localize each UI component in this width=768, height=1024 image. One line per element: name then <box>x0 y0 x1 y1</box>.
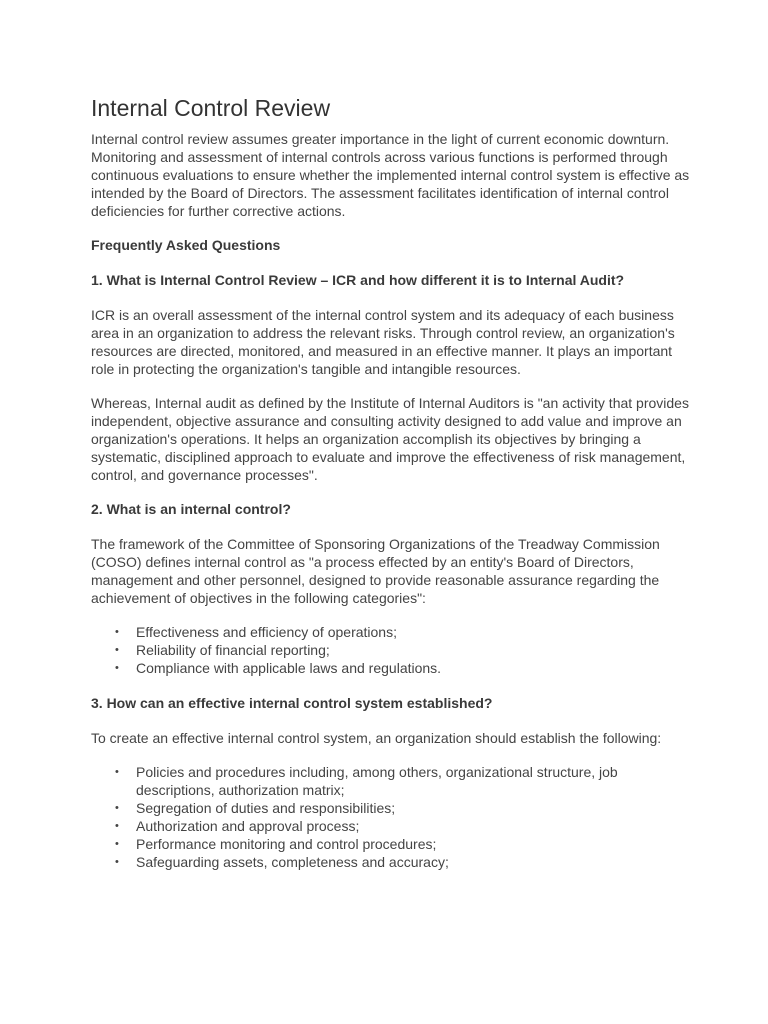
list-item: • Safeguarding assets, completeness and accuracy; <box>136 853 691 871</box>
list-item: • Reliability of financial reporting; <box>136 641 691 659</box>
question-2-paragraph: The framework of the Committee of Sponsoring Organizations of the Treadway Commission (COSO) defines internal control as "a process effected by an entity's Board of Directors, management and other personnel, designed to provide reasonable assurance regarding the achievement of objectives in the following categories": <box>91 536 660 606</box>
list-item: • Segregation of duties and responsibilities; <box>136 799 691 817</box>
faq-heading: Frequently Asked Questions <box>91 237 281 253</box>
question-3-list <box>91 763 691 871</box>
document-body <box>91 94 691 888</box>
list-item: • Performance monitoring and control procedures; <box>136 835 691 853</box>
question-3-heading: 3. How can an effective internal control system established? <box>91 695 493 711</box>
document-title: Internal Control Review <box>91 95 331 121</box>
question-1-paragraph-2: Whereas, Internal audit as defined by the Institute of Internal Auditors is "an activity that provides independent, objective assurance and consulting activity designed to add value and improve an organization's operations. It helps an organization accomplish its objectives by bringing a systematic, disciplined approach to evaluate and improve the effectiveness of risk management, control, and governance processes". <box>91 395 689 483</box>
question-2-list <box>91 623 691 677</box>
question-3-paragraph: To create an effective internal control system, an organization should establish the following: <box>91 730 662 746</box>
question-2-heading: 2. What is an internal control? <box>91 501 291 517</box>
list-item: • Policies and procedures including, among others, organizational structure, job descriptions, authorization matrix; <box>136 763 691 799</box>
question-1-paragraph-1: ICR is an overall assessment of the internal control system and its adequacy of each business area in an organization to address the relevant risks. Through control review, an organization's resources are directed, monitored, and measured in an effective manner. It plays an important role in protecting the organization's tangible and intangible resources. <box>91 307 675 377</box>
list-item: • Compliance with applicable laws and regulations. <box>136 659 691 677</box>
list-item: • Authorization and approval process; <box>136 817 691 835</box>
list-item: • Effectiveness and efficiency of operations; <box>136 623 691 641</box>
question-1-heading: 1. What is Internal Control Review – ICR and how different it is to Internal Audit? <box>91 272 625 288</box>
intro-paragraph: Internal control review assumes greater importance in the light of current economic downturn. Monitoring and assessment of internal controls across various functions is performed through continuous evaluations to ensure whether the implemented internal control system is effective as intended by the Board of Directors. The assessment facilitates identification of internal control deficiencies for further corrective actions. <box>91 131 690 219</box>
